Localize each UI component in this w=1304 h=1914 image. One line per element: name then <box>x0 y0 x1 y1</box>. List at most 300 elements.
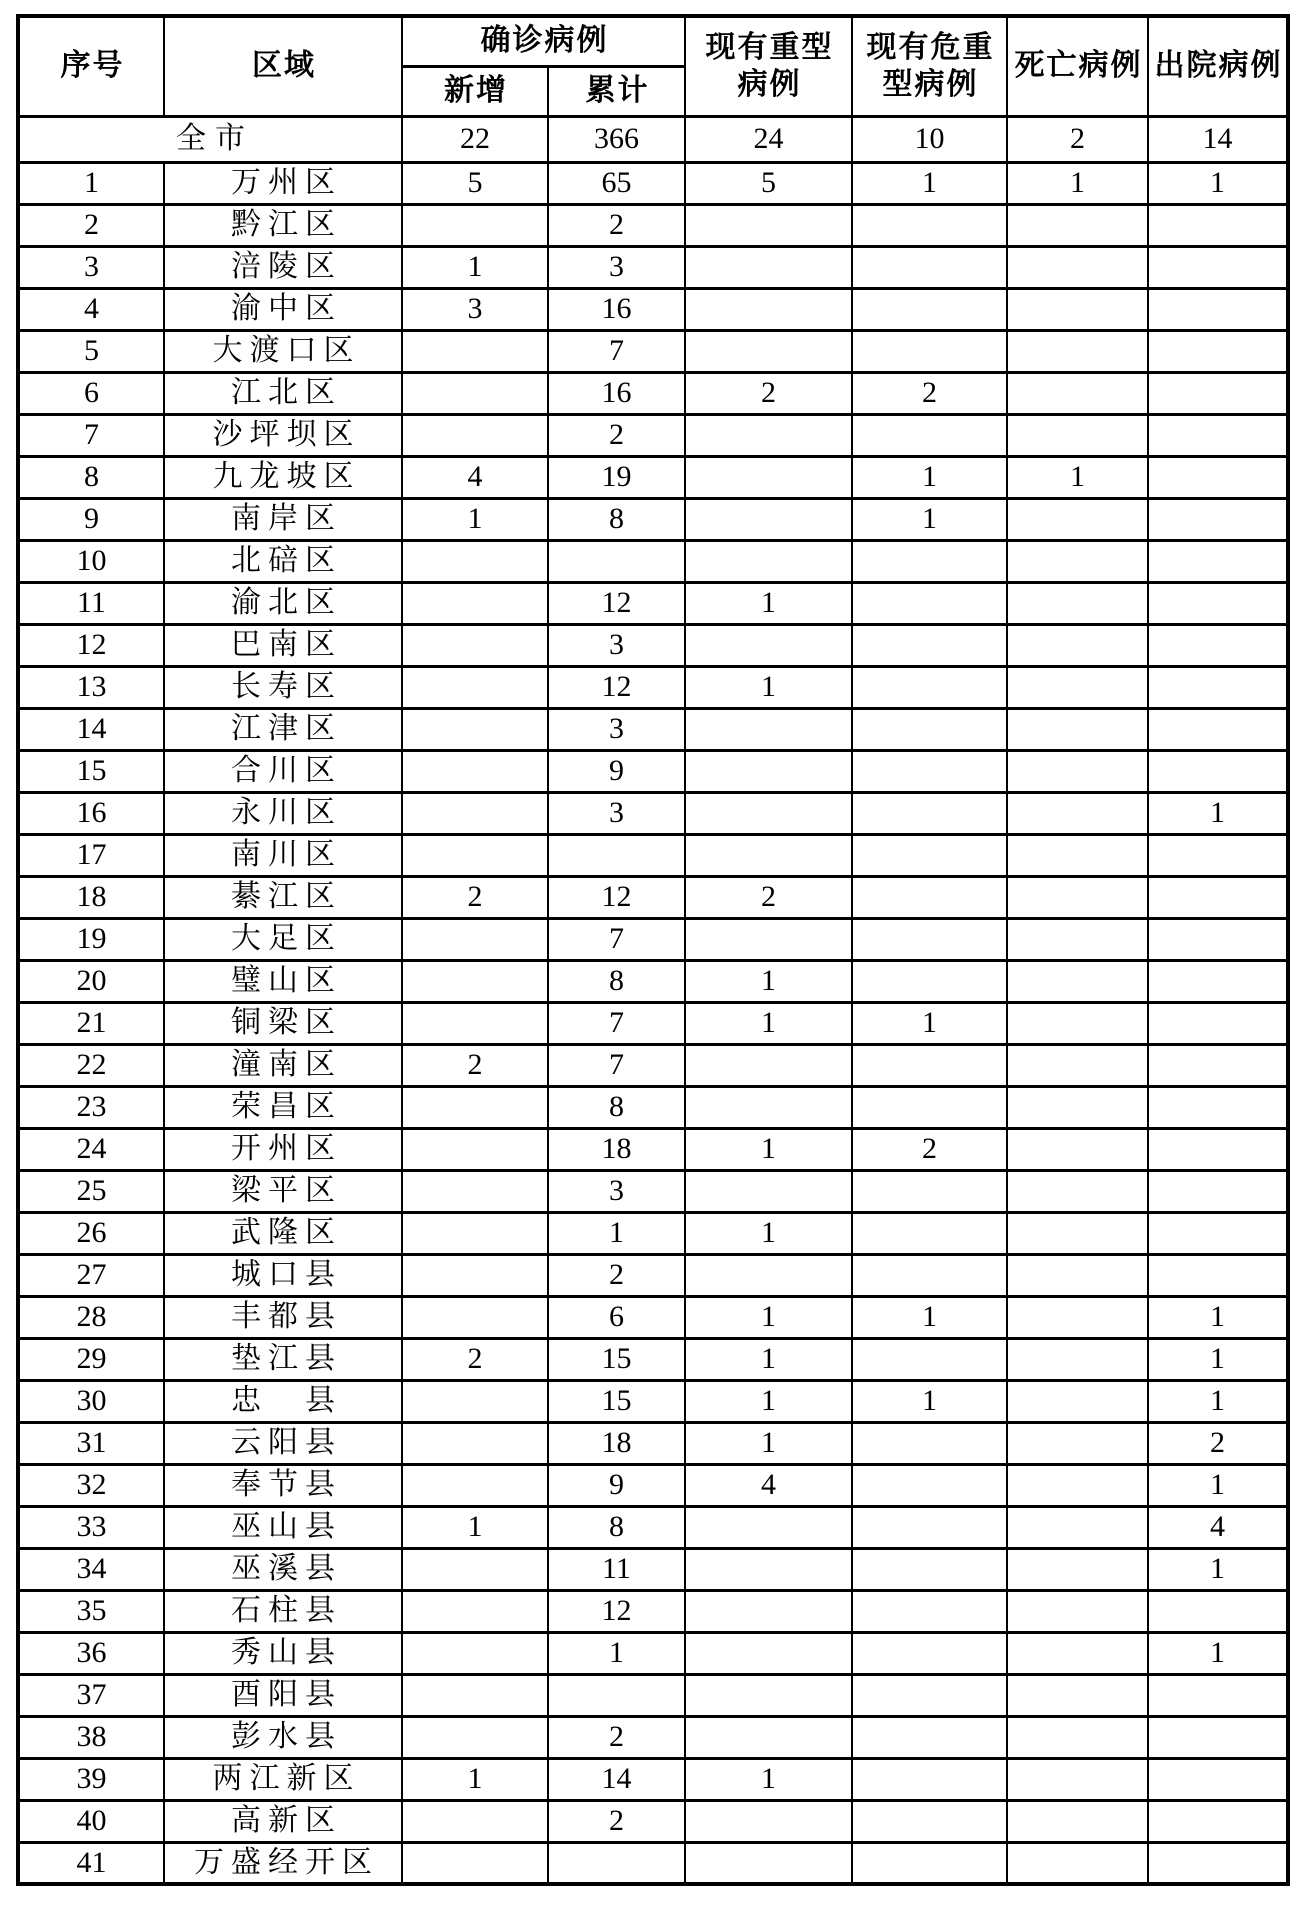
region-cell: 奉节县 <box>164 1464 402 1506</box>
cumulative-cases-cell: 15 <box>548 1338 685 1380</box>
death-cases-cell <box>1007 1338 1148 1380</box>
cumulative-cases-cell: 1 <box>548 1212 685 1254</box>
table-row <box>18 1086 1288 1128</box>
new-cases-cell <box>402 414 548 456</box>
death-cases-cell <box>1007 288 1148 330</box>
discharged-cases-cell <box>1148 1800 1288 1842</box>
table-row <box>18 1128 1288 1170</box>
critical-cases-cell <box>852 540 1007 582</box>
critical-cases-cell <box>852 1800 1007 1842</box>
new-cases-cell <box>402 330 548 372</box>
critical-cases-cell <box>852 1590 1007 1632</box>
region-cell: 沙坪坝区 <box>164 414 402 456</box>
critical-cases-cell <box>852 1254 1007 1296</box>
discharged-cases-cell <box>1148 624 1288 666</box>
cumulative-cases-cell: 12 <box>548 876 685 918</box>
critical-cases-cell <box>852 1086 1007 1128</box>
severe-cases-cell: 1 <box>685 1338 852 1380</box>
cumulative-cases-cell <box>548 1674 685 1716</box>
table-row <box>18 330 1288 372</box>
table-row <box>18 498 1288 540</box>
new-cases-cell: 1 <box>402 498 548 540</box>
cumulative-cases-cell: 6 <box>548 1296 685 1338</box>
critical-cases-cell <box>852 1716 1007 1758</box>
region-cell: 彭水县 <box>164 1716 402 1758</box>
table-header <box>18 16 1288 116</box>
severe-cases-cell <box>685 918 852 960</box>
table-body <box>18 116 1288 1884</box>
region-cell: 武隆区 <box>164 1212 402 1254</box>
new-cases-cell <box>402 372 548 414</box>
death-cases-cell <box>1007 1380 1148 1422</box>
region-cell: 渝北区 <box>164 582 402 624</box>
discharged-cases-cell <box>1148 582 1288 624</box>
critical-cases-cell: 1 <box>852 162 1007 204</box>
header-severe-label: 现有重型病例 <box>705 30 834 102</box>
table-row <box>18 456 1288 498</box>
death-cases-cell <box>1007 1212 1148 1254</box>
table-row <box>18 1842 1288 1884</box>
new-cases-cell <box>402 1842 548 1884</box>
cumulative-cases-cell: 7 <box>548 918 685 960</box>
critical-cases-cell <box>852 792 1007 834</box>
critical-cases-cell: 2 <box>852 1128 1007 1170</box>
new-cases-cell: 4 <box>402 456 548 498</box>
critical-cases-cell <box>852 624 1007 666</box>
new-cases-cell <box>402 1590 548 1632</box>
summary-region-cell: 全市 <box>18 116 402 162</box>
discharged-cases-cell: 1 <box>1148 162 1288 204</box>
discharged-cases-cell <box>1148 1590 1288 1632</box>
severe-cases-cell <box>685 1590 852 1632</box>
region-cell: 江津区 <box>164 708 402 750</box>
critical-cases-cell: 1 <box>852 1296 1007 1338</box>
summary-death-cell: 2 <box>1007 116 1148 162</box>
region-cell: 大渡口区 <box>164 330 402 372</box>
new-cases-cell <box>402 1170 548 1212</box>
discharged-cases-cell: 1 <box>1148 1338 1288 1380</box>
critical-cases-cell <box>852 918 1007 960</box>
death-cases-cell <box>1007 1758 1148 1800</box>
serial-cell: 32 <box>18 1464 164 1506</box>
new-cases-cell <box>402 708 548 750</box>
severe-cases-cell: 2 <box>685 876 852 918</box>
table-row <box>18 288 1288 330</box>
death-cases-cell <box>1007 246 1148 288</box>
region-cell: 巴南区 <box>164 624 402 666</box>
serial-cell: 33 <box>18 1506 164 1548</box>
death-cases-cell <box>1007 792 1148 834</box>
discharged-cases-cell <box>1148 204 1288 246</box>
header-new: 新增 <box>402 66 548 116</box>
critical-cases-cell <box>852 1044 1007 1086</box>
new-cases-cell <box>402 1296 548 1338</box>
discharged-cases-cell <box>1148 1212 1288 1254</box>
critical-cases-cell <box>852 582 1007 624</box>
death-cases-cell <box>1007 1506 1148 1548</box>
severe-cases-cell <box>685 750 852 792</box>
serial-cell: 9 <box>18 498 164 540</box>
discharged-cases-cell <box>1148 1716 1288 1758</box>
region-cell: 垫江县 <box>164 1338 402 1380</box>
header-serial: 序号 <box>18 16 164 116</box>
discharged-cases-cell <box>1148 288 1288 330</box>
new-cases-cell: 1 <box>402 1506 548 1548</box>
new-cases-cell <box>402 1254 548 1296</box>
cumulative-cases-cell: 8 <box>548 1086 685 1128</box>
discharged-cases-cell: 1 <box>1148 1632 1288 1674</box>
severe-cases-cell <box>685 288 852 330</box>
cumulative-cases-cell: 18 <box>548 1128 685 1170</box>
region-cell: 开州区 <box>164 1128 402 1170</box>
new-cases-cell <box>402 1128 548 1170</box>
cumulative-cases-cell: 8 <box>548 498 685 540</box>
critical-cases-cell: 1 <box>852 456 1007 498</box>
discharged-cases-cell <box>1148 708 1288 750</box>
severe-cases-cell <box>685 246 852 288</box>
new-cases-cell <box>402 1548 548 1590</box>
new-cases-cell <box>402 1380 548 1422</box>
cumulative-cases-cell: 7 <box>548 1002 685 1044</box>
serial-cell: 3 <box>18 246 164 288</box>
severe-cases-cell <box>685 1170 852 1212</box>
discharged-cases-cell <box>1148 960 1288 1002</box>
cumulative-cases-cell <box>548 1842 685 1884</box>
cumulative-cases-cell: 3 <box>548 246 685 288</box>
header-confirmed: 确诊病例 <box>402 16 685 66</box>
summary-severe-cell: 24 <box>685 116 852 162</box>
serial-cell: 22 <box>18 1044 164 1086</box>
new-cases-cell: 1 <box>402 1758 548 1800</box>
serial-cell: 39 <box>18 1758 164 1800</box>
region-cell: 黔江区 <box>164 204 402 246</box>
new-cases-cell <box>402 1674 548 1716</box>
severe-cases-cell <box>685 1044 852 1086</box>
death-cases-cell: 1 <box>1007 162 1148 204</box>
discharged-cases-cell: 1 <box>1148 1380 1288 1422</box>
table-row <box>18 1170 1288 1212</box>
cumulative-cases-cell: 7 <box>548 330 685 372</box>
table-row <box>18 1254 1288 1296</box>
serial-cell: 36 <box>18 1632 164 1674</box>
summary-row <box>18 116 1288 162</box>
region-cell: 大足区 <box>164 918 402 960</box>
death-cases-cell <box>1007 372 1148 414</box>
serial-cell: 1 <box>18 162 164 204</box>
region-cell: 两江新区 <box>164 1758 402 1800</box>
serial-cell: 29 <box>18 1338 164 1380</box>
discharged-cases-cell <box>1148 1842 1288 1884</box>
table-row <box>18 1674 1288 1716</box>
serial-cell: 27 <box>18 1254 164 1296</box>
critical-cases-cell <box>852 834 1007 876</box>
critical-cases-cell <box>852 1338 1007 1380</box>
critical-cases-cell: 1 <box>852 498 1007 540</box>
severe-cases-cell: 1 <box>685 1758 852 1800</box>
table-row <box>18 1002 1288 1044</box>
serial-cell: 28 <box>18 1296 164 1338</box>
cumulative-cases-cell: 2 <box>548 1716 685 1758</box>
death-cases-cell <box>1007 1296 1148 1338</box>
death-cases-cell <box>1007 1464 1148 1506</box>
serial-cell: 7 <box>18 414 164 456</box>
severe-cases-cell <box>685 708 852 750</box>
death-cases-cell <box>1007 1128 1148 1170</box>
new-cases-cell <box>402 540 548 582</box>
discharged-cases-cell: 1 <box>1148 1296 1288 1338</box>
region-cell: 忠 县 <box>164 1380 402 1422</box>
death-cases-cell <box>1007 414 1148 456</box>
discharged-cases-cell <box>1148 246 1288 288</box>
table-row <box>18 1632 1288 1674</box>
severe-cases-cell: 1 <box>685 1296 852 1338</box>
header-death: 死亡病例 <box>1007 16 1148 116</box>
region-cell: 云阳县 <box>164 1422 402 1464</box>
new-cases-cell: 3 <box>402 288 548 330</box>
discharged-cases-cell <box>1148 834 1288 876</box>
death-cases-cell <box>1007 876 1148 918</box>
cumulative-cases-cell: 3 <box>548 1170 685 1212</box>
death-cases-cell <box>1007 1044 1148 1086</box>
new-cases-cell <box>402 1716 548 1758</box>
cumulative-cases-cell: 15 <box>548 1380 685 1422</box>
severe-cases-cell: 2 <box>685 372 852 414</box>
new-cases-cell: 5 <box>402 162 548 204</box>
critical-cases-cell <box>852 1506 1007 1548</box>
severe-cases-cell <box>685 1716 852 1758</box>
critical-cases-cell <box>852 1632 1007 1674</box>
covid-case-table <box>16 14 1290 1886</box>
cumulative-cases-cell: 2 <box>548 1254 685 1296</box>
death-cases-cell <box>1007 1674 1148 1716</box>
critical-cases-cell <box>852 288 1007 330</box>
table-row <box>18 1380 1288 1422</box>
serial-cell: 16 <box>18 792 164 834</box>
table-row <box>18 1212 1288 1254</box>
region-cell: 荣昌区 <box>164 1086 402 1128</box>
death-cases-cell <box>1007 624 1148 666</box>
new-cases-cell <box>402 834 548 876</box>
region-cell: 九龙坡区 <box>164 456 402 498</box>
severe-cases-cell: 1 <box>685 1380 852 1422</box>
region-cell: 万盛经开区 <box>164 1842 402 1884</box>
region-cell: 江北区 <box>164 372 402 414</box>
severe-cases-cell: 1 <box>685 1212 852 1254</box>
table-row <box>18 246 1288 288</box>
region-cell: 永川区 <box>164 792 402 834</box>
region-cell: 长寿区 <box>164 666 402 708</box>
death-cases-cell <box>1007 1170 1148 1212</box>
discharged-cases-cell <box>1148 876 1288 918</box>
region-cell: 合川区 <box>164 750 402 792</box>
table-row <box>18 624 1288 666</box>
severe-cases-cell <box>685 792 852 834</box>
summary-critical-cell: 10 <box>852 116 1007 162</box>
severe-cases-cell: 1 <box>685 582 852 624</box>
discharged-cases-cell <box>1148 1758 1288 1800</box>
table-row <box>18 1044 1288 1086</box>
header-cumulative: 累计 <box>548 66 685 116</box>
serial-cell: 21 <box>18 1002 164 1044</box>
critical-cases-cell <box>852 1548 1007 1590</box>
region-cell: 万州区 <box>164 162 402 204</box>
severe-cases-cell: 5 <box>685 162 852 204</box>
cumulative-cases-cell: 2 <box>548 1800 685 1842</box>
new-cases-cell <box>402 960 548 1002</box>
cumulative-cases-cell: 16 <box>548 372 685 414</box>
table-row <box>18 1338 1288 1380</box>
serial-cell: 37 <box>18 1674 164 1716</box>
header-critical <box>852 16 1007 116</box>
cumulative-cases-cell: 65 <box>548 162 685 204</box>
summary-new-cell: 22 <box>402 116 548 162</box>
region-cell: 酉阳县 <box>164 1674 402 1716</box>
cumulative-cases-cell: 12 <box>548 582 685 624</box>
table-row <box>18 792 1288 834</box>
table-row <box>18 1506 1288 1548</box>
cumulative-cases-cell: 2 <box>548 414 685 456</box>
table-row <box>18 1464 1288 1506</box>
table-row <box>18 876 1288 918</box>
header-critical-label: 现有危重型病例 <box>866 30 995 102</box>
discharged-cases-cell: 4 <box>1148 1506 1288 1548</box>
critical-cases-cell <box>852 1464 1007 1506</box>
discharged-cases-cell <box>1148 498 1288 540</box>
death-cases-cell <box>1007 582 1148 624</box>
critical-cases-cell: 2 <box>852 372 1007 414</box>
new-cases-cell <box>402 750 548 792</box>
region-cell: 石柱县 <box>164 1590 402 1632</box>
discharged-cases-cell <box>1148 372 1288 414</box>
discharged-cases-cell <box>1148 1086 1288 1128</box>
discharged-cases-cell <box>1148 666 1288 708</box>
serial-cell: 34 <box>18 1548 164 1590</box>
death-cases-cell <box>1007 918 1148 960</box>
critical-cases-cell <box>852 708 1007 750</box>
severe-cases-cell: 1 <box>685 1422 852 1464</box>
cumulative-cases-cell: 18 <box>548 1422 685 1464</box>
serial-cell: 40 <box>18 1800 164 1842</box>
death-cases-cell <box>1007 708 1148 750</box>
new-cases-cell <box>402 204 548 246</box>
severe-cases-cell <box>685 1254 852 1296</box>
discharged-cases-cell <box>1148 1044 1288 1086</box>
severe-cases-cell <box>685 1086 852 1128</box>
serial-cell: 12 <box>18 624 164 666</box>
region-cell: 巫山县 <box>164 1506 402 1548</box>
table-row <box>18 204 1288 246</box>
serial-cell: 5 <box>18 330 164 372</box>
cumulative-cases-cell: 8 <box>548 1506 685 1548</box>
cumulative-cases-cell: 11 <box>548 1548 685 1590</box>
serial-cell: 30 <box>18 1380 164 1422</box>
serial-cell: 41 <box>18 1842 164 1884</box>
table-row <box>18 960 1288 1002</box>
table-row <box>18 666 1288 708</box>
serial-cell: 31 <box>18 1422 164 1464</box>
critical-cases-cell <box>852 246 1007 288</box>
serial-cell: 17 <box>18 834 164 876</box>
critical-cases-cell <box>852 1212 1007 1254</box>
critical-cases-cell <box>852 1422 1007 1464</box>
serial-cell: 38 <box>18 1716 164 1758</box>
discharged-cases-cell: 1 <box>1148 792 1288 834</box>
discharged-cases-cell <box>1148 918 1288 960</box>
discharged-cases-cell <box>1148 456 1288 498</box>
death-cases-cell <box>1007 1086 1148 1128</box>
header-row-1 <box>18 16 1288 66</box>
death-cases-cell <box>1007 1716 1148 1758</box>
region-cell: 高新区 <box>164 1800 402 1842</box>
table-row <box>18 414 1288 456</box>
new-cases-cell <box>402 1212 548 1254</box>
table-row <box>18 1758 1288 1800</box>
critical-cases-cell <box>852 1758 1007 1800</box>
new-cases-cell <box>402 624 548 666</box>
critical-cases-cell: 1 <box>852 1380 1007 1422</box>
critical-cases-cell <box>852 1170 1007 1212</box>
header-discharged: 出院病例 <box>1148 16 1288 116</box>
region-cell: 涪陵区 <box>164 246 402 288</box>
new-cases-cell <box>402 1800 548 1842</box>
critical-cases-cell <box>852 414 1007 456</box>
cumulative-cases-cell: 2 <box>548 204 685 246</box>
severe-cases-cell: 1 <box>685 960 852 1002</box>
death-cases-cell <box>1007 1548 1148 1590</box>
death-cases-cell <box>1007 330 1148 372</box>
serial-cell: 24 <box>18 1128 164 1170</box>
new-cases-cell <box>402 918 548 960</box>
death-cases-cell <box>1007 1842 1148 1884</box>
discharged-cases-cell: 1 <box>1148 1548 1288 1590</box>
discharged-cases-cell <box>1148 1254 1288 1296</box>
summary-cumulative-cell: 366 <box>548 116 685 162</box>
cumulative-cases-cell: 16 <box>548 288 685 330</box>
cumulative-cases-cell: 12 <box>548 666 685 708</box>
region-cell: 綦江区 <box>164 876 402 918</box>
serial-cell: 15 <box>18 750 164 792</box>
cumulative-cases-cell: 12 <box>548 1590 685 1632</box>
table-row <box>18 372 1288 414</box>
region-cell: 秀山县 <box>164 1632 402 1674</box>
serial-cell: 20 <box>18 960 164 1002</box>
critical-cases-cell <box>852 330 1007 372</box>
death-cases-cell <box>1007 540 1148 582</box>
critical-cases-cell <box>852 750 1007 792</box>
death-cases-cell <box>1007 1422 1148 1464</box>
serial-cell: 26 <box>18 1212 164 1254</box>
severe-cases-cell <box>685 624 852 666</box>
region-cell: 巫溪县 <box>164 1548 402 1590</box>
region-cell: 渝中区 <box>164 288 402 330</box>
new-cases-cell <box>402 666 548 708</box>
severe-cases-cell <box>685 834 852 876</box>
death-cases-cell <box>1007 834 1148 876</box>
death-cases-cell <box>1007 498 1148 540</box>
severe-cases-cell <box>685 540 852 582</box>
region-cell: 璧山区 <box>164 960 402 1002</box>
new-cases-cell <box>402 1464 548 1506</box>
region-cell: 南川区 <box>164 834 402 876</box>
region-cell: 铜梁区 <box>164 1002 402 1044</box>
critical-cases-cell <box>852 876 1007 918</box>
discharged-cases-cell <box>1148 1170 1288 1212</box>
severe-cases-cell: 1 <box>685 1128 852 1170</box>
new-cases-cell <box>402 1086 548 1128</box>
table-row <box>18 162 1288 204</box>
cumulative-cases-cell: 9 <box>548 1464 685 1506</box>
new-cases-cell <box>402 792 548 834</box>
